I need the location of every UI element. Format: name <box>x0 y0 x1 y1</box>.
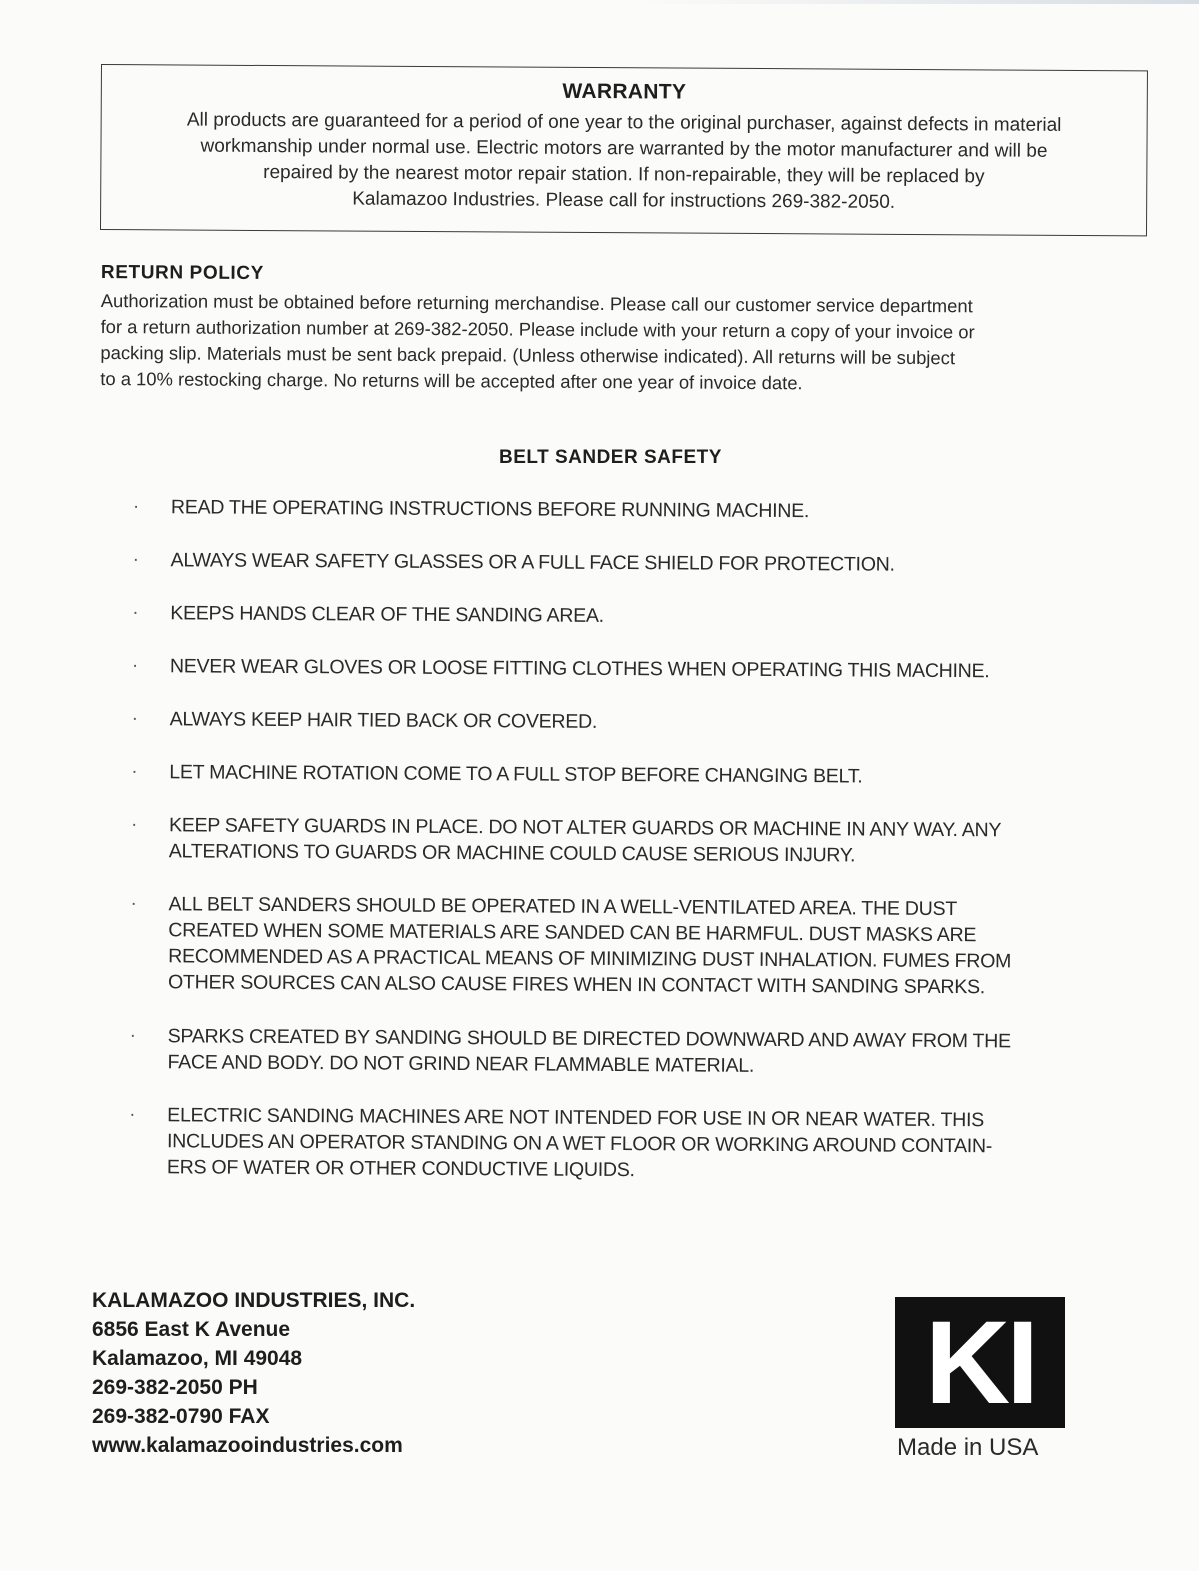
safety-item <box>126 1102 1131 1186</box>
made-in-usa-caption: Made in USA <box>897 1434 1039 1461</box>
safety-line: LET MACHINE ROTATION COME TO A FULL STOP BEFORE CHANGING BELT. <box>169 761 863 788</box>
return-policy-line: for a return authorization number at 269-382-2050. Please include with your return a copy of your invoice or <box>100 315 975 343</box>
safety-line: FACE AND BODY. DO NOT GRIND NEAR FLAMMABLE MATERIAL. <box>167 1051 755 1077</box>
bullet: · <box>131 655 139 677</box>
bullet: · <box>129 1104 136 1126</box>
safety-item <box>126 1023 1131 1081</box>
bullet: · <box>132 549 139 571</box>
bullet: · <box>132 602 139 624</box>
safety-line: ALWAYS WEAR SAFETY GLASSES OR A FULL FACE SHIELD FOR PROTECTION. <box>170 549 895 576</box>
warranty-line: workmanship under normal use. Electric motors are warranted by the motor manufacturer and will be <box>200 135 1048 162</box>
safety-item <box>129 706 1134 738</box>
safety-line: ALTERATIONS TO GUARDS OR MACHINE COULD CAUSE SERIOUS INJURY. <box>168 840 856 867</box>
safety-item-text <box>170 600 604 629</box>
safety-item <box>130 547 1135 579</box>
safety-item-text <box>170 706 598 735</box>
return-policy-title: RETURN POLICY <box>100 262 264 284</box>
safety-title: BELT SANDER SAFETY <box>499 447 722 468</box>
warranty-line: repaired by the nearest motor repair station. If non-repairable, they will be replaced by <box>263 161 985 188</box>
bullet: · <box>132 496 140 518</box>
return-policy-line: packing slip. Materials must be sent back prepaid. (Unless otherwise indicated). All returns will be subject <box>100 341 956 369</box>
safety-line: ELECTRIC SANDING MACHINES ARE NOT INTENDED FOR USE IN OR NEAR WATER. THIS <box>167 1104 985 1132</box>
safety-line: ALL BELT SANDERS SHOULD BE OPERATED IN A WELL-VENTILATED AREA. THE DUST <box>168 893 957 921</box>
safety-line: CREATED WHEN SOME MATERIALS ARE SANDED CAN BE HARMFUL. DUST MASKS ARE <box>168 919 977 947</box>
safety-line: RECOMMENDED AS A PRACTICAL MEANS OF MINIMIZING DUST INHALATION. FUMES FROM <box>168 945 1012 973</box>
safety-item-text <box>171 494 809 524</box>
safety-item <box>130 494 1135 526</box>
safety-line: READ THE OPERATING INSTRUCTIONS BEFORE RUNNING MACHINE. <box>170 496 810 523</box>
safety-line: NEVER WEAR GLOVES OR LOOSE FITTING CLOTHES WHEN OPERATING THIS MACHINE. <box>169 655 990 683</box>
bullet: · <box>130 893 137 915</box>
warranty-line: Kalamazoo Industries. Please call for instructions 269-382-2050. <box>352 188 896 213</box>
safety-item-text <box>169 759 862 789</box>
return-policy-line: Authorization must be obtained before returning merchandise. Please call our customer service department <box>100 289 973 317</box>
safety-list <box>129 494 1135 1182</box>
scan-edge <box>640 0 1199 4</box>
safety-item <box>129 653 1134 685</box>
safety-item-text <box>167 1102 992 1185</box>
safety-line: INCLUDES AN OPERATOR STANDING ON A WET FLOOR OR WORKING AROUND CONTAIN- <box>166 1130 993 1158</box>
safety-item <box>128 812 1133 870</box>
safety-item-text <box>171 547 895 577</box>
company-website: www.kalamazooindustries.com <box>92 1434 403 1457</box>
warranty-text <box>119 107 1129 217</box>
company-city: Kalamazoo, MI 49048 <box>92 1347 303 1370</box>
logo-text: KI <box>925 1296 1035 1429</box>
safety-item-text <box>167 1023 1010 1080</box>
safety-line: OTHER SOURCES CAN ALSO CAUSE FIRES WHEN IN CONTACT WITH SANDING SPARKS. <box>167 971 986 999</box>
return-policy-line: to a 10% restocking charge. No returns will be accepted after one year of invoice date. <box>100 367 803 394</box>
warranty-title: WARRANTY <box>562 79 687 104</box>
safety-line: SPARKS CREATED BY SANDING SHOULD BE DIRECTED DOWNWARD AND AWAY FROM THE <box>167 1025 1011 1053</box>
safety-line: KEEP SAFETY GUARDS IN PLACE. DO NOT ALTER GUARDS OR MACHINE IN ANY WAY. ANY <box>168 814 1002 842</box>
company-address <box>92 1286 415 1460</box>
safety-line: ALWAYS KEEP HAIR TIED BACK OR COVERED. <box>169 708 598 733</box>
return-policy <box>100 262 1149 398</box>
company-fax: 269-382-0790 FAX <box>92 1405 270 1428</box>
bullet: · <box>129 1025 137 1047</box>
company-phone: 269-382-2050 PH <box>92 1376 258 1399</box>
safety-line: ERS OF WATER OR OTHER CONDUCTIVE LIQUIDS. <box>166 1156 635 1182</box>
safety-item-text <box>169 812 1002 869</box>
bullet: · <box>130 814 138 836</box>
ki-logo <box>895 1297 1065 1428</box>
company-name: KALAMAZOO INDUSTRIES, INC. <box>92 1289 416 1312</box>
bullet: · <box>131 708 139 730</box>
safety-item-text <box>170 653 990 684</box>
warranty-line: All products are guaranteed for a period of one year to the original purchaser, against defects in material <box>186 109 1062 136</box>
safety-line: KEEPS HANDS CLEAR OF THE SANDING AREA. <box>170 602 604 627</box>
safety-item <box>127 891 1133 1001</box>
safety-item <box>128 759 1133 791</box>
safety-item <box>129 600 1134 632</box>
return-policy-text <box>100 288 1149 398</box>
warranty-box <box>100 64 1148 236</box>
company-street: 6856 East K Avenue <box>92 1318 291 1341</box>
bullet: · <box>131 761 138 783</box>
safety-item-text <box>168 891 1012 1000</box>
